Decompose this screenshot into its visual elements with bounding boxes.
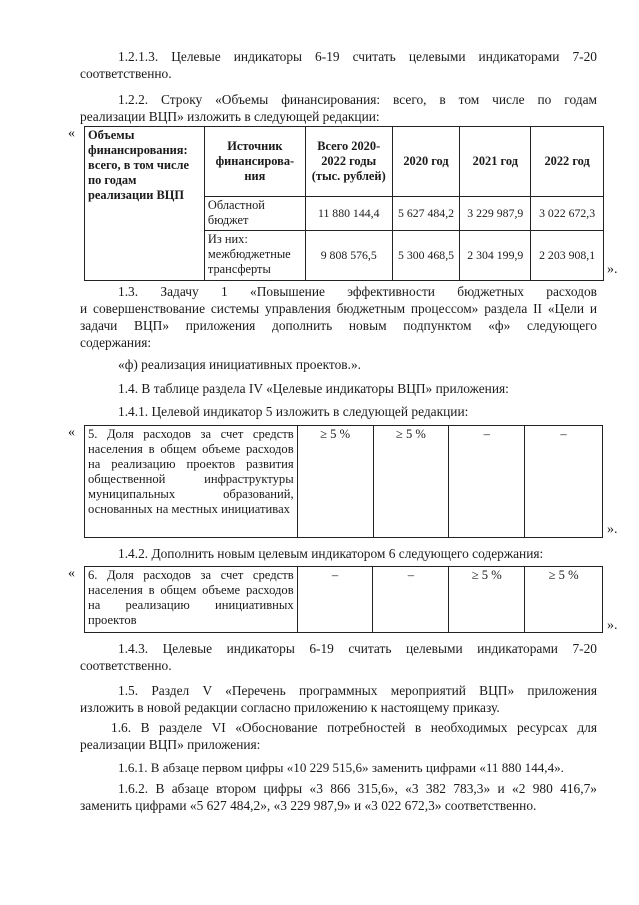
header-2021: 2021 год xyxy=(460,127,531,197)
paragraph-1-6-1: 1.6.1. В абзаце первом цифры «10 229 515,6» заменить цифрами «11 880 144,4». xyxy=(118,760,564,775)
paragraph-1-4-1: 1.4.1. Целевой индикатор 5 изложить в следующей редакции: xyxy=(118,404,469,419)
indicator-value-cell: ≥ 5 % xyxy=(297,426,373,538)
paragraph-1-2-2 xyxy=(80,91,597,125)
indicator-value-cell: – xyxy=(297,567,373,633)
paragraph-line: 1.6. В разделе VI «Обоснование потребностей в необходимых ресурсах для xyxy=(111,720,597,735)
value-2021-cell: 3 229 987,9 xyxy=(460,197,531,231)
paragraph-line: 1.5. Раздел V «Перечень программных мероприятий ВЦП» приложения xyxy=(118,683,597,698)
paragraph-f: «ф) реализация инициативных проектов.». xyxy=(118,357,362,372)
source-cell: Из них: межбюджетные трансферты xyxy=(204,231,305,281)
indicator-text-cell: 6. Доля расходов за счет средств населения в общем объеме расходов на реализацию инициативных проектов xyxy=(85,567,298,633)
close-quote: ». xyxy=(607,262,618,277)
source-cell: Областной бюджет xyxy=(204,197,305,231)
paragraph-line: изложить в новой редакции согласно приложению к настоящему приказу. xyxy=(80,700,500,715)
paragraph-line: реализации ВЦП» приложения: xyxy=(80,737,261,752)
paragraph-line: заменить цифрами «5 627 484,2», «3 229 987,9» и «3 022 672,3» соответственно. xyxy=(80,798,537,813)
paragraph-line: задачи ВЦП» приложения дополнить новым подпунктом «ф» следующего xyxy=(80,318,597,333)
value-2022-cell: 2 203 908,1 xyxy=(531,231,604,281)
paragraph-1-5 xyxy=(80,682,597,716)
table-row xyxy=(85,567,603,633)
paragraph-1-2-1-3 xyxy=(80,48,597,82)
close-quote: ». xyxy=(607,522,618,537)
indicator-value-cell: ≥ 5 % xyxy=(449,567,525,633)
close-quote: ». xyxy=(607,618,618,633)
value-2020-cell: 5 300 468,5 xyxy=(392,231,460,281)
paragraph-line: содержания: xyxy=(80,335,152,350)
paragraph-line: соответственно. xyxy=(80,66,172,81)
indicator-6-table xyxy=(84,566,603,633)
paragraph-1-6-2 xyxy=(80,780,597,814)
indicator-value-cell: – xyxy=(449,426,525,538)
paragraph-line: и совершенствование системы управления бюджетным процессом» раздела II «Цели и xyxy=(80,301,597,316)
paragraph-line: реализации ВЦП» изложить в следующей редакции: xyxy=(80,109,380,124)
table-row xyxy=(85,426,603,538)
indicator-text-cell: 5. Доля расходов за счет средств населения в общем объеме расходов на реализацию проектов развития общественной инфраструктуры муниципальных образований, основанных на местных инициативах xyxy=(85,426,298,538)
header-2022: 2022 год xyxy=(531,127,604,197)
header-2020: 2020 год xyxy=(392,127,460,197)
paragraph-1-4-3 xyxy=(80,640,597,674)
paragraph-line: 1.3. Задачу 1 «Повышение эффективности бюджетных расходов xyxy=(118,284,597,299)
paragraph-1-4-2: 1.4.2. Дополнить новым целевым индикатором 6 следующего содержания: xyxy=(118,546,544,561)
indicator-value-cell: ≥ 5 % xyxy=(373,426,449,538)
header-source: Источник финансирова-ния xyxy=(204,127,305,197)
open-quote: « xyxy=(68,126,75,141)
indicator-5-table xyxy=(84,425,603,538)
indicator-value-cell: ≥ 5 % xyxy=(525,567,603,633)
paragraph-line: соответственно. xyxy=(80,658,172,673)
indicator-value-cell: – xyxy=(373,567,449,633)
indicator-value-cell: – xyxy=(525,426,603,538)
value-2022-cell: 3 022 672,3 xyxy=(531,197,604,231)
row-header-cell: Объемы финансирования: всего, в том числе по годам реализации ВЦП xyxy=(85,127,205,281)
paragraph-1-4: 1.4. В таблице раздела IV «Целевые индикаторы ВЦП» приложения: xyxy=(118,381,509,396)
paragraph-line: 1.2.2. Строку «Объемы финансирования: всего, в том числе по годам xyxy=(118,92,597,107)
paragraph-line: 1.4.3. Целевые индикаторы 6-19 считать целевыми индикаторами 7-20 xyxy=(118,641,597,656)
open-quote: « xyxy=(68,425,75,440)
open-quote: « xyxy=(68,566,75,581)
value-2020-cell: 5 627 484,2 xyxy=(392,197,460,231)
total-cell: 11 880 144,4 xyxy=(305,197,392,231)
value-2021-cell: 2 304 199,9 xyxy=(460,231,531,281)
paragraph-1-3 xyxy=(80,283,597,351)
paragraph-1-6 xyxy=(80,719,597,753)
finance-table xyxy=(84,126,604,281)
total-cell: 9 808 576,5 xyxy=(305,231,392,281)
header-total: Всего 2020-2022 годы (тыс. рублей) xyxy=(305,127,392,197)
paragraph-line: 1.6.2. В абзаце втором цифры «3 866 315,6», «3 382 783,3» и «2 980 416,7» xyxy=(118,781,597,796)
paragraph-line: 1.2.1.3. Целевые индикаторы 6-19 считать целевыми индикаторами 7-20 xyxy=(118,49,597,64)
finance-header-row xyxy=(85,127,604,197)
